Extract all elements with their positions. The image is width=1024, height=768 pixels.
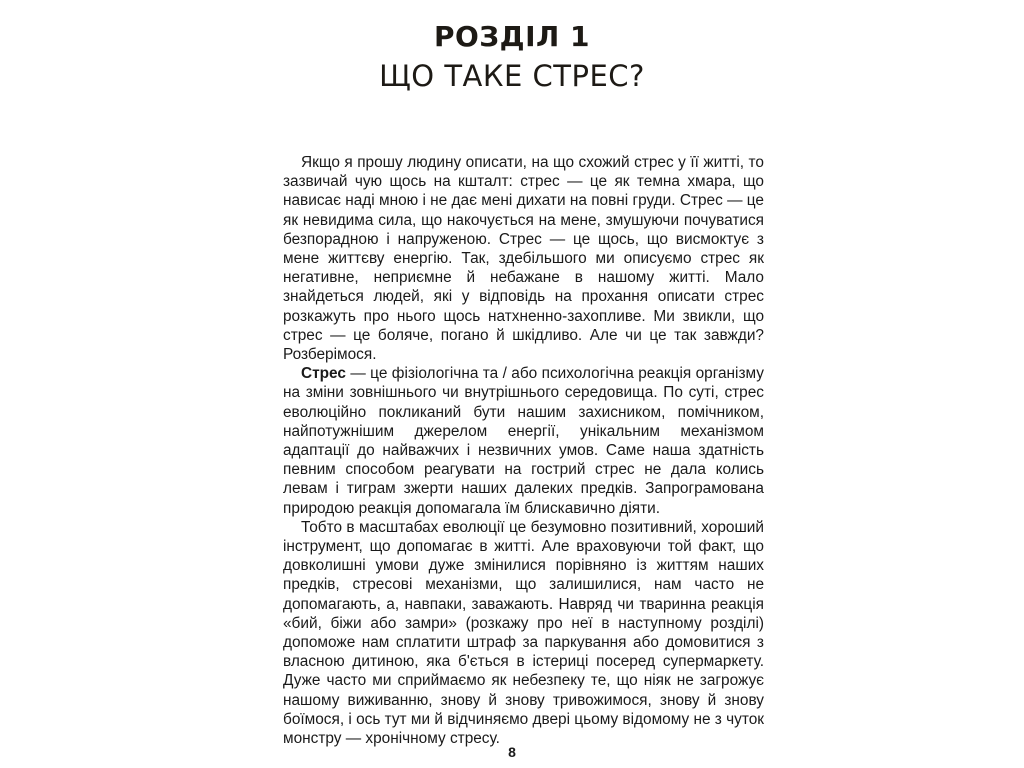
paragraph-definition (283, 364, 764, 518)
chapter-body (283, 153, 764, 748)
chapter-title: ЩО ТАКЕ СТРЕС? (379, 59, 645, 93)
page-number: 8 (508, 744, 516, 760)
defined-term: Стрес (301, 365, 346, 383)
paragraph-evolution (283, 518, 764, 748)
paragraph-intro (283, 153, 764, 364)
paragraph-text: — це фізіологічна та / або психологічна реакція організму на зміни зовнішнього чи внутрішнього середовища. По суті, стрес еволюційно покликаний бути нашим захисником, помічником, найпотужнішим джерелом енергії, унікальним механізмом адаптації до найважчих і незвичних умов. Саме наша здатність певним способом реагувати на гострий стрес не дала колись левам і тиграм зжерти наших далеких предків. Запрограмована природою реакція допомагала їм блискавично діяти. (283, 365, 764, 517)
chapter-header (0, 20, 1024, 96)
paragraph-text: Тобто в масштабах еволюції це безумовно позитивний, хороший інструмент, що допомагає в житті. Але враховуючи той факт, що довколишні умови дуже змінилися порівняно із життям наших предків, стресові механізми, що залишилися, нам часто не допомагають, а, навпаки, заважають. Навряд чи тваринна реакція «бий, біжи або замри» (розкажу про неї в наступному розділі) допоможе нам сплатити штраф за паркування або домовитися з власною дитиною, яка б'ється в істериці посеред супермаркету. Дуже часто ми сприймаємо як небезпеку те, що ніяк не загрожує нашому виживанню, знову й знову тривожимося, знову й знову боїмося, і ось тут ми й відчиняємо двері цьому відомому не з чуток монстру — хронічному стресу. (283, 518, 764, 748)
chapter-number: РОЗДІЛ 1 (433, 20, 591, 53)
paragraph-text: Якщо я прошу людину описати, на що схожий стрес у її житті, то зазвичай чую щось на кшталт: стрес — це як темна хмара, що нависає наді мною і не дає мені дихати на повні груди. Стрес — це як невидима сила, що накочується на мене, змушуючи почуватися безпорадною і напруженою. Стрес — це щось, що висмоктує з мене життєву енергію. Так, здебільшого ми описуємо стрес як негативне, неприємне й небажане в нашому житті. Мало знайдеться людей, які у відповідь на прохання описати стрес розкажуть про нього щось натхненно-захопливе. Ми звикли, що стрес — це боляче, погано й шкідливо. Але чи це так завжди? Розберімося. (283, 154, 764, 364)
